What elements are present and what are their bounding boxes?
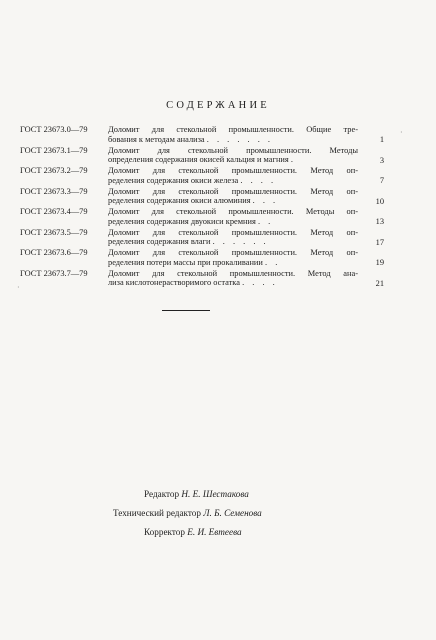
contents-heading: СОДЕРЖАНИЕ (166, 100, 270, 111)
toc-leader-dots: . (290, 155, 296, 165)
toc-title-line (108, 176, 358, 186)
toc-title-text: ределения потери массы при прокаливании (108, 257, 263, 267)
separator-rule (162, 310, 210, 311)
toc-standard-code: ГОСТ 23673.1—79 (20, 145, 88, 155)
toc-title (108, 146, 358, 165)
toc-title-line (108, 155, 358, 165)
toc-title-line: Доломит для стекольной промышленности. Метод оп- (108, 248, 358, 257)
toc-page-number: 10 (375, 196, 384, 206)
toc-title-text: ределения содержания двуокиси кремния (108, 216, 256, 226)
toc-leader-dots: . . . . . . (212, 237, 269, 247)
toc-title (108, 228, 358, 247)
toc-entry (20, 269, 384, 290)
toc-page-number: 3 (379, 155, 384, 165)
toc-title (108, 187, 358, 206)
toc-leader-dots: . . . . . . . (206, 134, 273, 144)
toc-title (108, 248, 358, 267)
toc-title-line: Доломит для стекольной промышленности. Методы (108, 145, 358, 155)
toc-entry (20, 146, 384, 167)
toc-title-line: Доломит для стекольной промышленности. Общие тре- (108, 125, 358, 134)
toc-page-number: 1 (379, 135, 384, 144)
toc-leader-dots: . . . . (240, 175, 277, 185)
toc-standard-code: ГОСТ 23673.4—79 (20, 207, 88, 216)
toc-title (108, 207, 358, 226)
toc-leader-dots: . . . . (242, 278, 278, 288)
toc-title-text: бования к методам анализа (108, 134, 205, 144)
toc-title-line (108, 237, 358, 247)
toc-title-text: ределения содержания окиси алюминия (108, 196, 251, 206)
toc-leader-dots: . . . (252, 196, 279, 206)
credit-role: Технический редактор (113, 508, 201, 518)
toc-page-number: 7 (379, 176, 384, 185)
toc-entry (20, 166, 384, 187)
toc-title-line (108, 258, 358, 268)
toc-title-text: ределения содержания влаги (108, 237, 211, 247)
toc-title-text: лиза кислотонерастворимого остатка (108, 278, 240, 288)
margin-mark: · (400, 128, 403, 137)
toc-title-line (108, 278, 358, 288)
toc-leader-dots: . . (265, 257, 281, 267)
toc-leader-dots: . . (257, 216, 274, 226)
toc-entry (20, 187, 384, 208)
credit-role: Корректор (144, 527, 185, 537)
toc-entry (20, 125, 384, 146)
toc-page-number: 13 (375, 217, 384, 226)
credit-tech-editor (113, 508, 262, 518)
toc-page-number: 19 (375, 258, 384, 267)
toc-title-line: Доломит для стекольной промышленности. Методы оп- (108, 207, 358, 216)
table-of-contents (20, 125, 384, 289)
credit-proofreader (144, 527, 242, 537)
credit-person: Е. И. Евтеева (187, 527, 242, 537)
toc-standard-code: ГОСТ 23673.2—79 (20, 166, 88, 175)
toc-entry (20, 248, 384, 269)
toc-title (108, 166, 358, 185)
toc-title-text: определения содержания окисей кальция и магния (108, 155, 289, 165)
toc-title-line (108, 135, 358, 145)
margin-mark: · (17, 283, 20, 292)
toc-standard-code: ГОСТ 23673.6—79 (20, 248, 88, 257)
toc-page-number: 21 (375, 278, 384, 288)
toc-title-line: Доломит для стекольной промышленности. Метод оп- (108, 227, 358, 237)
toc-title-text: ределения содержания окиси железа (108, 175, 239, 185)
toc-title (108, 269, 358, 288)
credit-editor (144, 489, 249, 499)
credit-person: Н. Е. Шестакова (181, 489, 249, 499)
toc-entry (20, 207, 384, 228)
credit-person: Л. Б. Семенова (203, 508, 262, 518)
toc-title-line: Доломит для стекольной промышленности. Метод оп- (108, 186, 358, 196)
toc-title-line (108, 217, 358, 227)
toc-title-line (108, 196, 358, 206)
toc-entry (20, 228, 384, 249)
toc-title-line: Доломит для стекольной промышленности. Метод оп- (108, 166, 358, 175)
credit-role: Редактор (144, 489, 180, 499)
toc-standard-code: ГОСТ 23673.3—79 (20, 186, 88, 196)
toc-standard-code: ГОСТ 23673.7—79 (20, 268, 88, 278)
toc-title (108, 125, 358, 144)
toc-title-line: Доломит для стекольной промышленности. Метод ана- (108, 268, 358, 278)
toc-standard-code: ГОСТ 23673.5—79 (20, 227, 88, 237)
toc-page-number: 17 (375, 237, 384, 247)
toc-standard-code: ГОСТ 23673.0—79 (20, 125, 88, 134)
